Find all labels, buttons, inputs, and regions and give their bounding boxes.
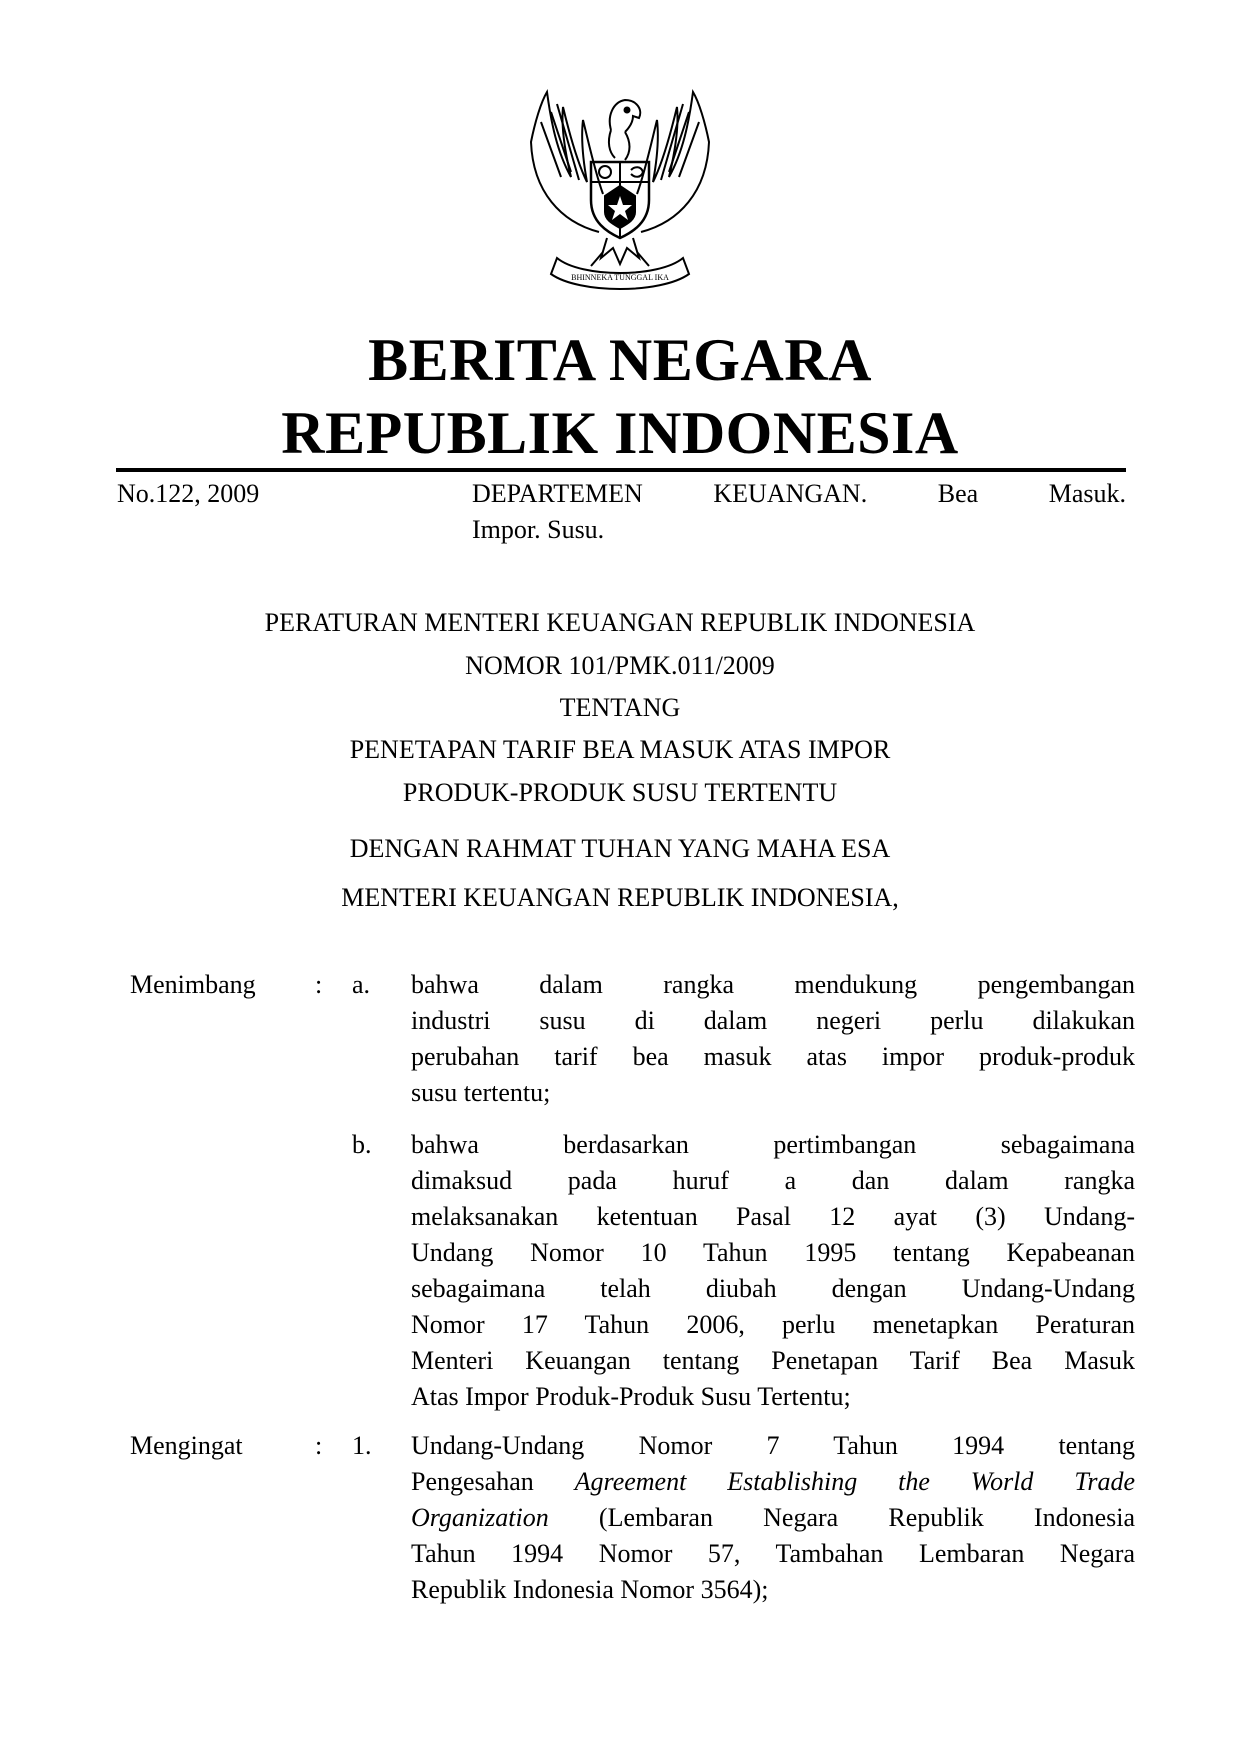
text-line: bahwa dalam rangka mendukung pengembangan: [411, 970, 1135, 999]
text-line: Menteri Keuangan tentang Penetapan Tarif Bea Masuk: [411, 1346, 1135, 1375]
text-line: Atas Impor Produk-Produk Susu Tertentu;: [411, 1382, 851, 1411]
issue-number: No.122, 2009: [117, 479, 260, 508]
regulation-invocation: DENGAN RAHMAT TUHAN YANG MAHA ESA: [349, 834, 891, 863]
regulation-about: TENTANG: [559, 693, 681, 722]
regulation-subject-line2: PRODUK-PRODUK SUSU TERTENTU: [402, 778, 838, 807]
text-line: sebagaimana telah diubah dengan Undang-Undang: [411, 1274, 1135, 1303]
regulation-title: PERATURAN MENTERI KEUANGAN REPUBLIK INDONESIA: [264, 608, 976, 637]
text-line: Undang-Undang Nomor 7 Tahun 1994 tentang: [411, 1431, 1135, 1460]
text-line: Tahun 1994 Nomor 57, Tambahan Lembaran Negara: [411, 1539, 1135, 1568]
menimbang-item-a-marker: a.: [352, 970, 371, 999]
text-line: bahwa berdasarkan pertimbangan sebagaimana: [411, 1130, 1135, 1159]
menimbang-label: Menimbang: [130, 970, 256, 999]
text-line: [411, 1464, 1135, 1500]
text-line: Nomor 17 Tahun 2006, perlu menetapkan Peraturan: [411, 1310, 1135, 1339]
regulation-issuer: MENTERI KEUANGAN REPUBLIK INDONESIA,: [341, 883, 899, 912]
emblem-motto: BHINNEKA TUNGGAL IKA: [571, 273, 669, 282]
regulation-number: NOMOR 101/PMK.011/2009: [465, 651, 775, 680]
menimbang-item-b-marker: b.: [352, 1130, 372, 1159]
text-line: Republik Indonesia Nomor 3564);: [411, 1575, 769, 1604]
menimbang-item-a: [411, 967, 1135, 1111]
text-line: dimaksud pada huruf a dan dalam rangka: [411, 1166, 1135, 1195]
menimbang-item-b: [411, 1127, 1135, 1415]
text-line: Undang Nomor 10 Tahun 1995 tentang Kepabeanan: [411, 1238, 1135, 1267]
mengingat-item-1-marker: 1.: [352, 1431, 372, 1460]
italic-title: Organization: [411, 1503, 549, 1532]
masthead-rule: [116, 468, 1126, 472]
text-segment: Pengesahan: [411, 1467, 534, 1496]
issue-subject-line2: Impor. Susu.: [472, 515, 605, 544]
text-segment: (Lembaran Negara Republik Indonesia: [598, 1503, 1136, 1532]
text-line: industri susu di dalam negeri perlu dilakukan: [411, 1006, 1135, 1035]
mengingat-colon: :: [315, 1431, 323, 1460]
text-line: melaksanakan ketentuan Pasal 12 ayat (3) Undang-: [411, 1202, 1135, 1231]
masthead-title: BERITA NEGARA: [368, 327, 872, 393]
mengingat-label: Mengingat: [130, 1431, 243, 1460]
text-line: perubahan tarif bea masuk atas impor produk-produk: [411, 1042, 1135, 1071]
mengingat-item-1: [411, 1428, 1135, 1608]
text-line: [411, 1500, 1135, 1536]
menimbang-colon: :: [315, 970, 323, 999]
issue-subject-line1: DEPARTEMEN KEUANGAN. Bea Masuk.: [472, 479, 1126, 508]
regulation-subject-line1: PENETAPAN TARIF BEA MASUK ATAS IMPOR: [349, 735, 891, 764]
italic-title: Agreement Establishing the World Trade: [574, 1467, 1135, 1496]
garuda-emblem-icon: [521, 82, 719, 298]
masthead-subtitle: REPUBLIK INDONESIA: [281, 400, 959, 466]
text-line: susu tertentu;: [411, 1078, 551, 1107]
